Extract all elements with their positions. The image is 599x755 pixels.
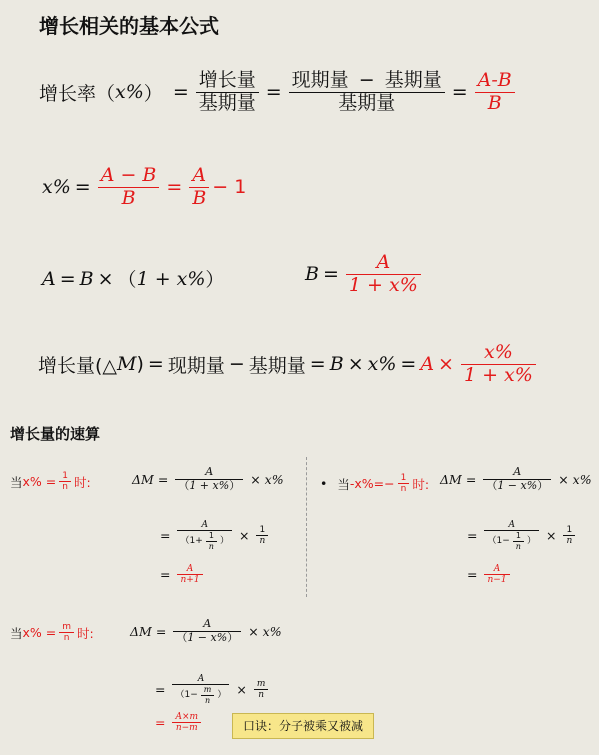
case3-line3 bbox=[151, 712, 204, 734]
denominator: 1 + x% bbox=[348, 273, 418, 296]
fraction-a-over-one-minus-x bbox=[483, 466, 551, 492]
when-end: 时: bbox=[412, 476, 430, 492]
paren-close: ） bbox=[205, 269, 225, 291]
case1-line2 bbox=[156, 520, 271, 551]
equals-sign: = bbox=[172, 81, 189, 104]
case2-line2 bbox=[463, 520, 578, 551]
denominator: （1 + x%） bbox=[178, 478, 241, 492]
x-percent-formula bbox=[42, 165, 246, 210]
denominator: n bbox=[62, 482, 68, 493]
paren-open: （ bbox=[117, 269, 137, 291]
equals-sign: = bbox=[322, 263, 339, 286]
a-variable: A bbox=[42, 267, 56, 290]
when-label: 当 bbox=[10, 625, 23, 641]
x-percent: x% bbox=[264, 471, 284, 487]
fraction-a-minus-b-over-b bbox=[475, 70, 515, 115]
fraction-a-minus-b-over-b bbox=[98, 165, 160, 210]
case-condition-1 bbox=[10, 471, 91, 493]
fraction-a-over-n-minus-1 bbox=[484, 564, 509, 586]
numerator: A bbox=[192, 164, 207, 186]
b-variable: B bbox=[79, 267, 94, 290]
numerator: 1 bbox=[62, 471, 68, 481]
numerator: 1 bbox=[566, 524, 573, 535]
numerator: m bbox=[256, 678, 266, 689]
numerator: A-B bbox=[477, 69, 512, 91]
equals-sign: = bbox=[160, 527, 171, 543]
numerator: A bbox=[186, 564, 194, 574]
fraction-x-over-one-plus-x bbox=[461, 342, 536, 387]
fraction-m-over-n bbox=[59, 622, 74, 644]
denominator: （1 − x%） bbox=[486, 478, 549, 492]
numerator: A bbox=[376, 251, 391, 273]
numerator: m bbox=[62, 622, 72, 632]
case2-line1 bbox=[440, 466, 592, 492]
numerator: A bbox=[201, 520, 208, 530]
numerator: x% bbox=[484, 341, 513, 363]
b-variable: B bbox=[305, 263, 319, 286]
times-sign: × bbox=[236, 681, 247, 697]
equals-sign: = bbox=[451, 81, 468, 104]
current-word: 现期量 bbox=[167, 354, 225, 377]
denominator: n+1 bbox=[180, 575, 200, 586]
bullet: • bbox=[320, 476, 328, 492]
numerator: 增长量 bbox=[198, 69, 256, 91]
denominator: （1 − x%） bbox=[176, 630, 239, 644]
numerator: A bbox=[493, 564, 501, 574]
fraction-growth-over-base bbox=[196, 70, 259, 115]
equals-sign: = bbox=[155, 681, 166, 697]
fraction-a-over-one-minus-mn bbox=[172, 674, 229, 705]
neg-x-eq-label: -x%=− bbox=[349, 476, 395, 492]
x-eq-label: x% = bbox=[22, 474, 57, 490]
equals-sign: = bbox=[265, 81, 282, 104]
denominator: 基期量 bbox=[198, 91, 256, 114]
numerator: 1 bbox=[400, 473, 407, 483]
numerator bbox=[289, 70, 445, 92]
a-variable: A bbox=[420, 353, 435, 376]
times-sign: × bbox=[97, 267, 114, 290]
rate-close: ） bbox=[143, 82, 163, 105]
equals-sign: = bbox=[157, 471, 169, 487]
delta-m: ΔM bbox=[130, 623, 152, 639]
case2-line3 bbox=[463, 564, 513, 586]
minus-one: − 1 bbox=[212, 176, 247, 199]
vertical-divider bbox=[306, 457, 307, 597]
fraction-one-over-n bbox=[256, 525, 268, 547]
mnemonic-tip: 口诀：分子被乘又被减 bbox=[232, 713, 374, 739]
a-equals-formula bbox=[42, 265, 224, 292]
case1-line1 bbox=[132, 466, 284, 492]
minus-sign: − bbox=[358, 69, 375, 91]
x-percent: x% bbox=[572, 471, 592, 487]
fraction-a-over-one-minus-x bbox=[173, 618, 241, 644]
rate-variable: x% bbox=[115, 81, 144, 104]
delta-m: ΔM bbox=[132, 471, 154, 487]
minus-sign: − bbox=[228, 353, 245, 376]
denominator: 基期量 bbox=[338, 91, 396, 114]
fraction-m-over-n bbox=[254, 679, 269, 701]
equals-sign: = bbox=[155, 623, 167, 639]
fraction-am-over-n-minus-m bbox=[172, 712, 201, 734]
numerator: A bbox=[197, 674, 205, 684]
times-sign: × bbox=[438, 353, 454, 376]
denominator: 1 + x% bbox=[463, 363, 533, 386]
fraction-a-over-one-plus-x bbox=[346, 252, 421, 297]
equals-sign: = bbox=[467, 527, 478, 543]
page-title: 增长相关的基本公式 bbox=[39, 14, 219, 38]
denominator: n bbox=[258, 689, 265, 700]
times-sign: × bbox=[545, 527, 557, 543]
equals-sign: = bbox=[467, 567, 478, 583]
denominator: n bbox=[566, 535, 573, 546]
delta-m: ΔM bbox=[440, 471, 462, 487]
when-label: 当 bbox=[10, 474, 23, 490]
base-word: 基期量 bbox=[384, 69, 442, 91]
fraction-a-over-one-plus-x bbox=[175, 466, 243, 492]
numerator: A bbox=[508, 520, 515, 530]
times-sign: × bbox=[248, 623, 259, 639]
case1-line3 bbox=[156, 564, 206, 586]
equals-sign: = bbox=[155, 715, 166, 731]
case3-line1 bbox=[130, 618, 282, 644]
times-sign: × bbox=[238, 527, 250, 543]
times-sign: × bbox=[347, 353, 364, 376]
fraction-one-over-n bbox=[563, 525, 575, 547]
numerator: A − B bbox=[100, 164, 157, 186]
fraction-current-minus-base bbox=[289, 70, 445, 115]
denominator: （ 1− $\frac{m}{n}$ ） bbox=[175, 685, 227, 705]
equals-sign: = bbox=[147, 353, 164, 376]
close-paren: ) bbox=[136, 353, 144, 376]
denominator: （ 1− $\frac{1}{n}$ ） bbox=[487, 531, 536, 551]
numerator: A bbox=[203, 617, 212, 630]
denominator: n bbox=[63, 633, 70, 644]
fraction-one-over-n bbox=[59, 471, 71, 493]
denominator: B bbox=[487, 91, 502, 114]
fraction-a-over-one-minus-1n bbox=[484, 520, 538, 551]
growth-amount-formula bbox=[38, 342, 539, 387]
fraction-a-over-one-plus-1n bbox=[177, 520, 231, 551]
denominator: n bbox=[400, 484, 407, 495]
equals-sign: = bbox=[59, 267, 76, 290]
denominator: B bbox=[121, 186, 136, 209]
when-end: 时: bbox=[73, 474, 91, 490]
b-variable: B bbox=[329, 353, 344, 376]
equals-sign: = bbox=[465, 471, 477, 487]
denominator: n bbox=[259, 535, 266, 546]
numerator: A×m bbox=[175, 712, 199, 722]
rate-label: 增长率（ bbox=[39, 82, 116, 105]
section-heading: 增长量的速算 bbox=[10, 425, 101, 443]
numerator: 1 bbox=[259, 524, 266, 535]
x-percent: x% bbox=[367, 353, 397, 376]
equals-sign: = bbox=[400, 353, 417, 376]
b-equals-formula bbox=[305, 252, 424, 297]
denominator: （ 1+ $\frac{1}{n}$ ） bbox=[180, 531, 229, 551]
case3-line2 bbox=[151, 674, 271, 705]
when-end: 时: bbox=[77, 625, 94, 641]
equals-sign: = bbox=[160, 567, 171, 583]
numerator: A bbox=[205, 465, 214, 478]
fraction-one-over-n bbox=[398, 473, 410, 495]
base-word: 基期量 bbox=[248, 354, 306, 377]
denominator: n−m bbox=[175, 723, 198, 734]
one-plus-x: 1 + x% bbox=[136, 267, 206, 290]
equals-sign: = bbox=[74, 176, 91, 199]
m-variable: M bbox=[117, 353, 137, 376]
growth-delta-prefix: 增长量(△ bbox=[38, 354, 118, 377]
times-sign: × bbox=[250, 471, 261, 487]
denominator: B bbox=[192, 186, 207, 209]
numerator: A bbox=[513, 465, 522, 478]
x-percent: x% bbox=[262, 623, 282, 639]
growth-rate-formula bbox=[39, 70, 518, 115]
denominator: n−1 bbox=[487, 575, 507, 586]
fraction-a-over-b bbox=[189, 165, 209, 210]
equals-sign: = bbox=[309, 353, 326, 376]
x-eq-label: x% = bbox=[22, 625, 57, 641]
when-label: 当 bbox=[337, 476, 350, 492]
equals-sign: = bbox=[166, 176, 183, 199]
case-condition-2 bbox=[320, 473, 429, 495]
current-word: 现期量 bbox=[291, 69, 349, 91]
fraction-a-over-n-plus-1 bbox=[177, 564, 202, 586]
times-sign: × bbox=[558, 471, 569, 487]
case-condition-3 bbox=[10, 622, 94, 644]
x-percent: x% bbox=[42, 176, 71, 199]
